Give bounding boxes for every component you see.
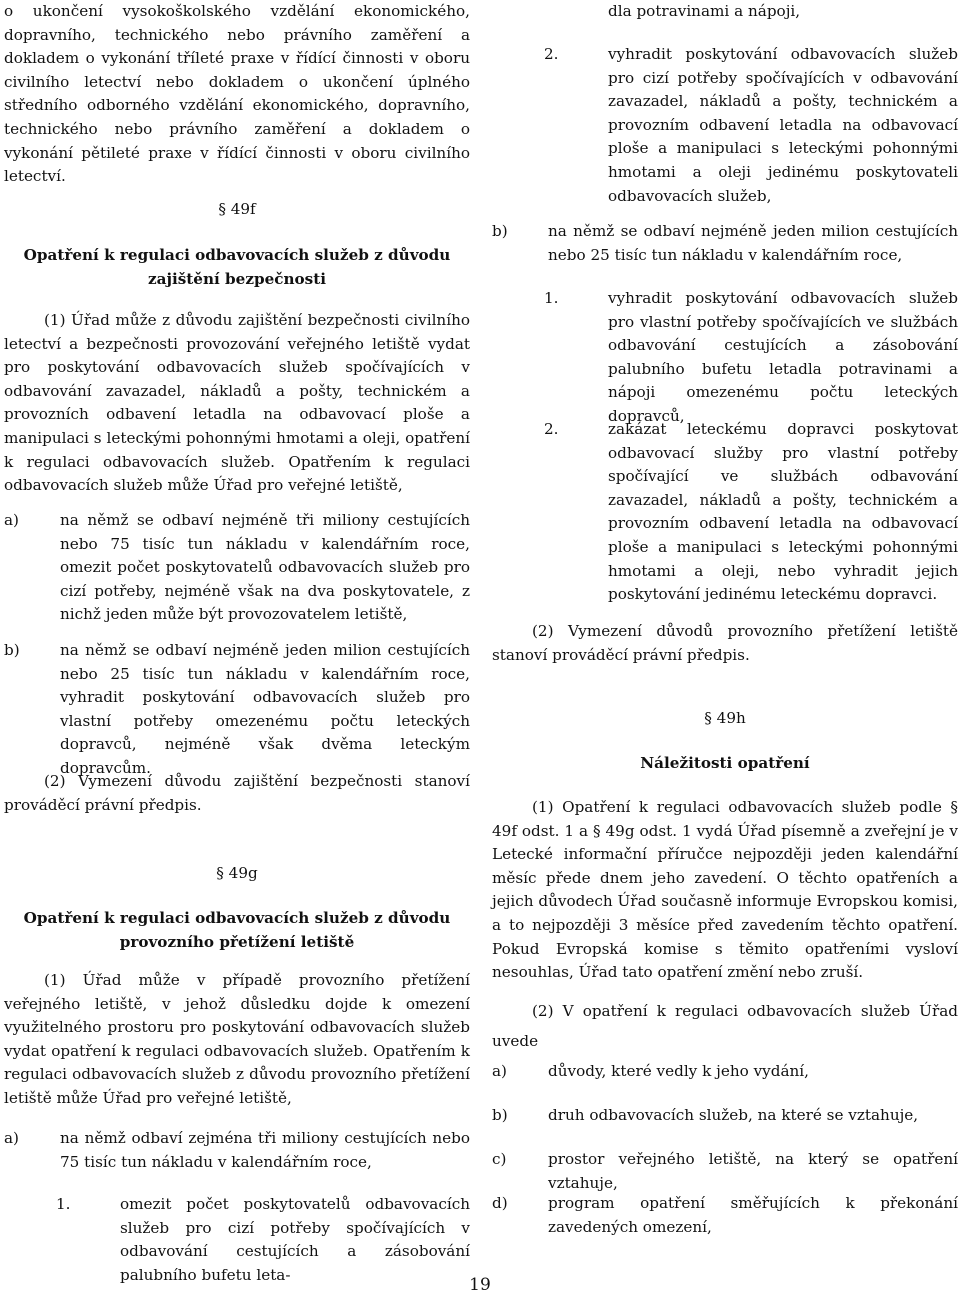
item-text: druh odbavovacích služeb, na které se vztahuje, (548, 1106, 919, 1124)
intro-paragraph: o ukončení vysokoškolského vzdělání ekonomického, dopravního, technického nebo právního zaměření a dokladem o vykonání tříleté praxe v řídící činnosti v oboru civilního letectví nebo dokladem o ukončení úplného středního odborného vzdělání ekonomického, dopravního, technického nebo právního zaměření a dokladem o vykonání pětileté praxe v řídící činnosti v oboru civilního letectví. (4, 2, 470, 186)
subitem-text: vyhradit poskytování odbavovacích služeb pro vlastní potřeby spočívajících ve službách odbavování cestujících a zásobování palubního bufetu letadla potravinami a nápoji omezenému počtu leteckých dopravců, (608, 289, 958, 425)
item-label: c) (492, 1150, 507, 1168)
item-label: a) (4, 1129, 19, 1147)
section-49h-paragraph-1: (1) Opatření k regulaci odbavovacích služeb podle § 49f odst. 1 a § 49g odst. 1 vydá Úřad písemně a zveřejní je v Letecké informační příručce nejpozději jeden kalendářní měsíc přede dnem jeho zavedení. O těchto opatřeních a jejich důvodech Úřad současně informuje Evropskou komisi, a to nejpozději 3 měsíce před zavedením těchto opatření. Pokud Evropská komise s těmito opatřeními vysloví nesouhlas, Úřad tato opatření změní nebo zruší. (492, 798, 958, 982)
item-text: na němž se odbaví nejméně jeden milion cestujících nebo 25 tisíc tun nákladu v kalendářním roce, (548, 222, 958, 264)
subitem-label: 1. (544, 289, 559, 307)
section-49g-paragraph-1: (1) Úřad může v případě provozního přetížení veřejného letiště, v jehož důsledku dojde k omezení využitelného prostoru pro poskytování odbavovacích služeb vydat opatření k regulaci odbavovacích služeb. Opatřením k regulaci odbavovacích služeb z důvodu provozního přetížení letiště může Úřad pro veřejné letiště, (4, 971, 470, 1107)
section-49f-title: Opatření k regulaci odbavovacích služeb z důvodu zajištění bezpečnosti (23, 246, 451, 288)
item-a2 (492, 43, 958, 208)
item-b2 (492, 418, 958, 607)
item-text: na němž se odbaví nejméně jeden milion cestujících nebo 25 tisíc tun nákladu v kalendářním roce, vyhradit poskytování odbavovacích služeb pro vlastní potřeby omezenému počtu leteckých dopravců, nejméně však dvěma leteckým dopravcům. (60, 641, 470, 777)
subitem-text: omezit počet poskytovatelů odbavovacích služeb pro cizí potřeby spočívajících v odbavování cestujících a zásobování palubního bufetu leta- (120, 1195, 470, 1284)
item-label: a) (492, 1062, 507, 1080)
section-49g-number: § 49g (216, 864, 258, 882)
item-label: a) (4, 511, 19, 529)
subitem-text: zakázat leteckému dopravci poskytovat odbavovací služby pro vlastní potřeby spočívající ve službách odbavování zavazadel, nákladů a pošty, technickém a provozním odbavení letadla na odbavovací ploše a manipulaci s leteckými pohonnými hmotami a oleji, nebo vyhradit jejich poskytování jedinému leteckému dopravci. (608, 420, 958, 604)
page-number: 19 (469, 1275, 491, 1295)
right-paragraph-2: (2) Vymezení důvodů provozního přetížení letiště stanoví prováděcí právní předpis. (492, 622, 958, 664)
item-text: důvody, které vedly k jeho vydání, (548, 1062, 809, 1080)
subitem-label: 1. (56, 1195, 71, 1213)
subitem-text: vyhradit poskytování odbavovacích služeb pro cizí potřeby spočívajících v odbavování zavazadel, nákladů a pošty, technickém a provozním odbavení letadla na odbavovací ploše a manipulaci s leteckými pohonnými hmotami a oleji jedinému poskytovateli odbavovacích služeb, (608, 45, 958, 205)
section-49f-paragraph-2: (2) Vymezení důvodu zajištění bezpečnosti stanoví prováděcí právní předpis. (4, 772, 470, 814)
section-49f-item-a (4, 509, 470, 627)
section-49g-title: Opatření k regulaci odbavovacích služeb z důvodu provozního přetížení letiště (23, 909, 451, 951)
item-label: d) (492, 1194, 508, 1212)
item-b (492, 220, 958, 267)
section-49h-title: Náležitosti opatření (640, 754, 810, 772)
section-49h-number: § 49h (704, 709, 746, 727)
section-49h-paragraph-2: (2) V opatření k regulaci odbavovacích služeb Úřad uvede (492, 1002, 958, 1050)
section-49f-paragraph-1: (1) Úřad může z důvodu zajištění bezpečnosti civilního letectví a bezpečnosti provozování veřejného letiště vydat pro poskytování odbavovacích služeb spočívajících v odbavování zavazadel, nákladů a pošty, technickém a provozních odbavení letadla na odbavovací ploše a manipulaci s leteckými pohonnými hmotami a oleji, opatření k regulaci odbavovacích služeb. Opatřením k regulaci odbavovacích služeb může Úřad pro veřejné letiště, (4, 311, 470, 495)
section-49h-item-d (492, 1192, 958, 1239)
item-b1 (492, 287, 958, 429)
item-label: b) (492, 222, 508, 240)
item-label: b) (492, 1106, 508, 1124)
section-49h-item-c (492, 1148, 958, 1195)
item-text: program opatření směřujících k překonání zavedených omezení, (548, 1194, 958, 1236)
section-49f-number: § 49f (218, 200, 256, 218)
item-text: prostor veřejného letiště, na který se opatření vztahuje, (548, 1150, 958, 1192)
section-49g-item-a (4, 1127, 470, 1174)
item-label: b) (4, 641, 20, 659)
section-49h-item-a (492, 1060, 958, 1084)
item-text: na němž odbaví zejména tři miliony cestujících nebo 75 tisíc tun nákladu v kalendářním roce, (60, 1129, 470, 1171)
subitem-label: 2. (544, 45, 559, 63)
subitem-label: 2. (544, 420, 559, 438)
item-text: na němž se odbaví nejméně tři miliony cestujících nebo 75 tisíc tun nákladu v kalendářním roce, omezit počet poskytovatelů odbavovacích služeb pro cizí potřeby, nejméně však na dva poskytovatele, z nichž jeden může být provozovatelem letiště, (60, 511, 470, 624)
section-49h-item-b (492, 1104, 958, 1128)
section-49f-item-b (4, 639, 470, 781)
continuation-text: dla potravinami a nápoji, (608, 2, 801, 20)
